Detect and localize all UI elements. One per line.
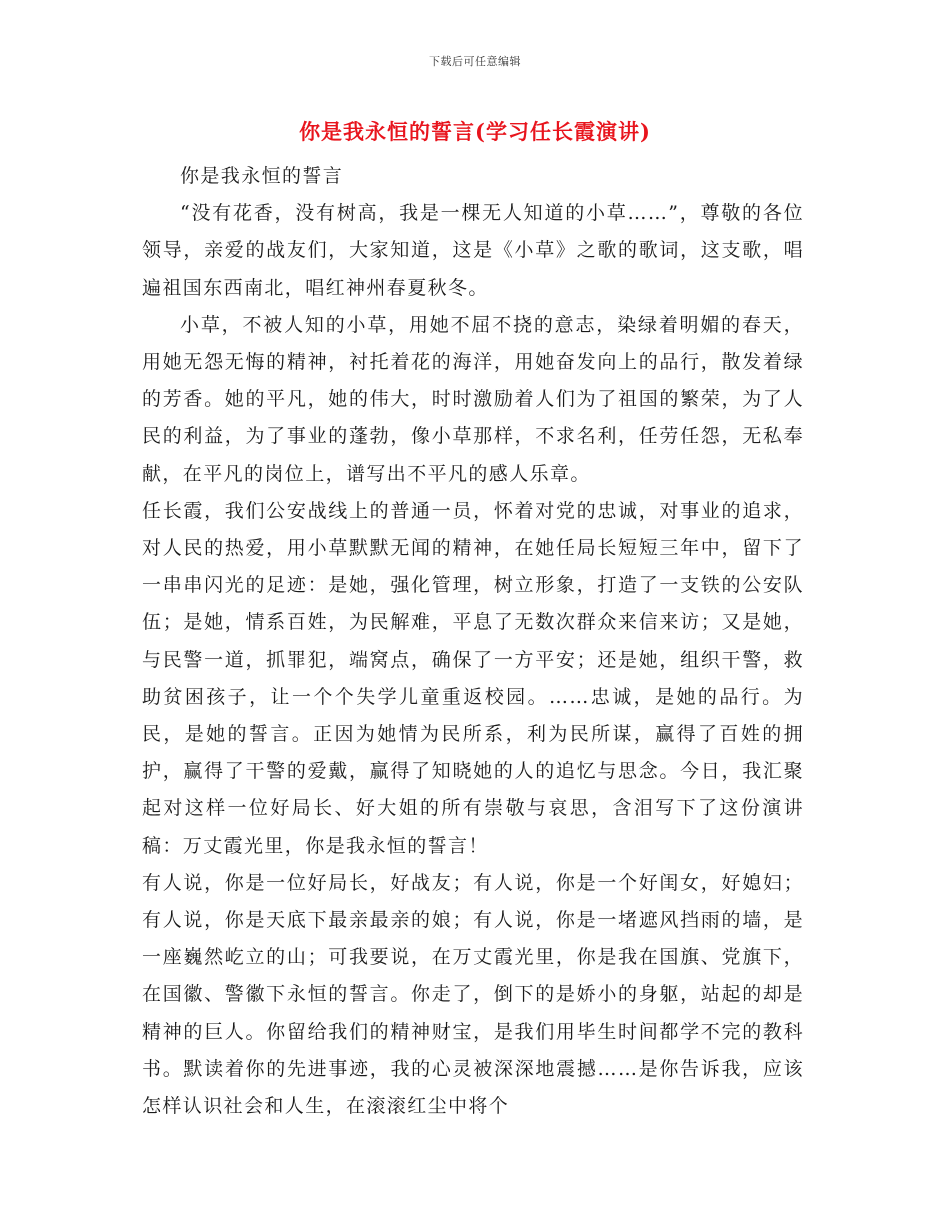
paragraph-tribute: 有人说，你是一位好局长，好战友；有人说，你是一个好闺女，好媳妇；有人说，你是天底下最亲最亲的娘；有人说，你是一堵遮风挡雨的墙，是一座巍然屹立的山；可我要说，在万丈霞光里，你是我在国旗、党旗下，在国徽、警徽下永恒的誓言。你走了，倒下的是娇小的身躯，站起的却是精神的巨人。你留给我们的精神财宝，是我们用毕生时间都学不完的教科书。默读着你的先进事迹，我的心灵被深深地震撼……是你告诉我，应该怎样认识社会和人生，在滚滚红尘中将个 [142,871,804,1118]
document-title: 你是我永恒的誓言(学习任长霞演讲) [299,119,651,144]
paragraph-ren-changxia: 任长霞，我们公安战线上的普通一员，怀着对党的忠诚，对事业的追求，对人民的热爱，用小草默默无闻的精神，在她任局长短短三年中，留下了一串串闪光的足迹：是她，强化管理，树立形象，打造了一支铁的公安队伍；是她，情系百姓，为民解难，平息了无数次群众来信来访；又是她，与民警一道，抓罪犯，端窝点，确保了一方平安；还是她，组织干警，救助贫困孩子，让一个个失学儿童重返校园。……忠诚，是她的品行。为民，是她的誓言。正因为她情为民所系，利为民所谋，赢得了百姓的拥护，赢得了干警的爱戴，赢得了知晓她的人的追忆与思念。今日，我汇聚起对这样一位好局长、好大姐的所有崇敬与哀思，含泪写下了这份演讲稿：万丈霞光里，你是我永恒的誓言！ [142,499,804,857]
page-header-note: 下载后可任意编辑 [429,55,521,68]
paragraph-intro: “没有花香，没有树高，我是一棵无人知道的小草……”，尊敬的各位领导，亲爱的战友们，大家知道，这是《小草》之歌的歌词，这支歌，唱遍祖国东西南北，唱红神州春夏秋冬。 [142,202,804,299]
paragraph-grass: 小草，不被人知的小草，用她不屈不挠的意志，染绿着明媚的春天，用她无怨无悔的精神，衬托着花的海洋，用她奋发向上的品行，散发着绿的芳香。她的平凡，她的伟大，时时激励着人们为了祖国的繁荣，为了人民的利益，为了事业的蓬勃，像小草那样，不求名利，任劳任怨，无私奉献，在平凡的岗位上，谱写出不平凡的感人乐章。 [142,313,804,485]
paragraph-subtitle: 你是我永恒的誓言 [180,165,344,187]
document-body [142,158,804,1125]
